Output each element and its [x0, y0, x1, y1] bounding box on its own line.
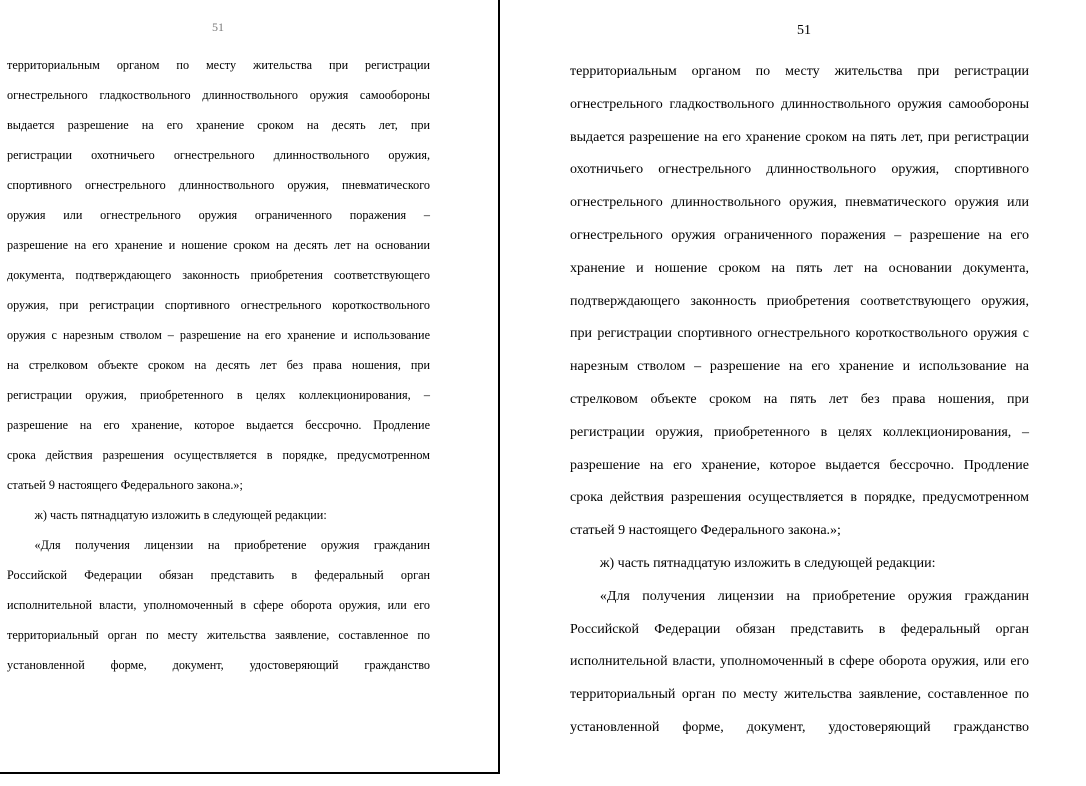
right-line: ж) часть пятнадцатую изложить в следующей редакции:: [599, 555, 936, 571]
right-line: территориальный орган по месту жительства заявление, составленное по: [570, 687, 1029, 703]
left-line: статьей 9 настоящего Федерального закона.»;: [7, 478, 243, 492]
right-line: территориальным органом по месту жительства при регистрации: [570, 64, 1029, 79]
left-line: на стрелковом объекте сроком на десять лет без права ношения, при: [7, 358, 430, 372]
right-line: огнестрельного оружия ограниченного поражения – разрешение на его: [570, 227, 1029, 243]
left-page-body: [7, 50, 430, 680]
left-line: Российской Федерации обязан представить в федеральный орган: [7, 568, 430, 582]
left-line: срока действия разрешения осуществляется в порядке, предусмотренном: [7, 448, 430, 462]
left-line: огнестрельного гладкоствольного длинноствольного оружия самообороны: [7, 88, 430, 102]
left-line: документа, подтверждающего законность приобретения соответствующего: [7, 268, 430, 282]
left-page-number: 51: [212, 20, 224, 34]
right-line: выдается разрешение на его хранение сроком на пять лет, при регистрации: [570, 129, 1029, 145]
right-line: огнестрельного гладкоствольного длинноствольного оружия самообороны: [570, 96, 1029, 112]
left-line: территориальный орган по месту жительства заявление, составленное по: [7, 628, 430, 642]
right-page-number: 51: [797, 23, 811, 38]
left-line: регистрации охотничьего огнестрельного длинноствольного оружия,: [7, 148, 430, 162]
left-line: оружия, при регистрации спортивного огнестрельного короткоствольного: [7, 298, 430, 312]
right-page: [505, 0, 1086, 786]
left-line: регистрации оружия, приобретенного в целях коллекционирования, –: [7, 388, 430, 402]
right-line: срока действия разрешения осуществляется в порядке, предусмотренном: [570, 490, 1029, 506]
left-line: разрешение на его хранение, которое выдается бессрочно. Продление: [7, 418, 430, 432]
left-line: территориальным органом по месту жительства при регистрации: [7, 58, 430, 72]
left-line: оружия с нарезным стволом – разрешение на его хранение и использование: [7, 328, 430, 342]
left-line: установленной форме, документ, удостоверяющий гражданство: [7, 658, 430, 672]
left-line: разрешение на его хранение и ношение сроком на десять лет на основании: [7, 238, 430, 252]
right-line: при регистрации спортивного огнестрельного короткоствольного оружия с: [570, 326, 1029, 342]
left-line: спортивного огнестрельного длинноствольного оружия, пневматического: [7, 178, 430, 192]
right-line: хранение и ношение сроком на пять лет на основании документа,: [570, 260, 1029, 276]
left-line: ж) часть пятнадцатую изложить в следующей редакции:: [34, 508, 327, 522]
right-page-body: [570, 56, 1029, 745]
right-line: Российской Федерации обязан представить в федеральный орган: [570, 621, 1029, 637]
right-line: подтверждающего законность приобретения соответствующего оружия,: [570, 293, 1029, 309]
right-line: исполнительной власти, уполномоченный в сфере оборота оружия, или его: [570, 654, 1029, 670]
left-line: выдается разрешение на его хранение сроком на десять лет, при: [7, 118, 430, 132]
right-line: установленной форме, документ, удостоверяющий гражданство: [570, 719, 1029, 735]
left-line: «Для получения лицензии на приобретение оружия гражданин: [34, 538, 430, 552]
right-line: «Для получения лицензии на приобретение оружия гражданин: [599, 588, 1029, 604]
right-line: разрешение на его хранение, которое выдается бессрочно. Продление: [570, 457, 1029, 473]
right-line: охотничьего огнестрельного длинноствольного оружия, спортивного: [570, 162, 1029, 178]
right-line: статьей 9 настоящего Федерального закона.»;: [570, 523, 841, 539]
right-line: нарезным стволом – разрешение на его хранение и использование на: [570, 359, 1029, 375]
left-line: оружия или огнестрельного оружия ограниченного поражения –: [7, 208, 430, 222]
left-line: исполнительной власти, уполномоченный в сфере оборота оружия, или его: [7, 598, 430, 612]
left-page: [0, 0, 500, 774]
right-line: регистрации оружия, приобретенного в целях коллекционирования, –: [570, 424, 1029, 440]
right-line: огнестрельного длинноствольного оружия, пневматического оружия или: [570, 195, 1029, 211]
right-line: стрелковом объекте сроком на пять лет без права ношения, при: [570, 391, 1029, 407]
